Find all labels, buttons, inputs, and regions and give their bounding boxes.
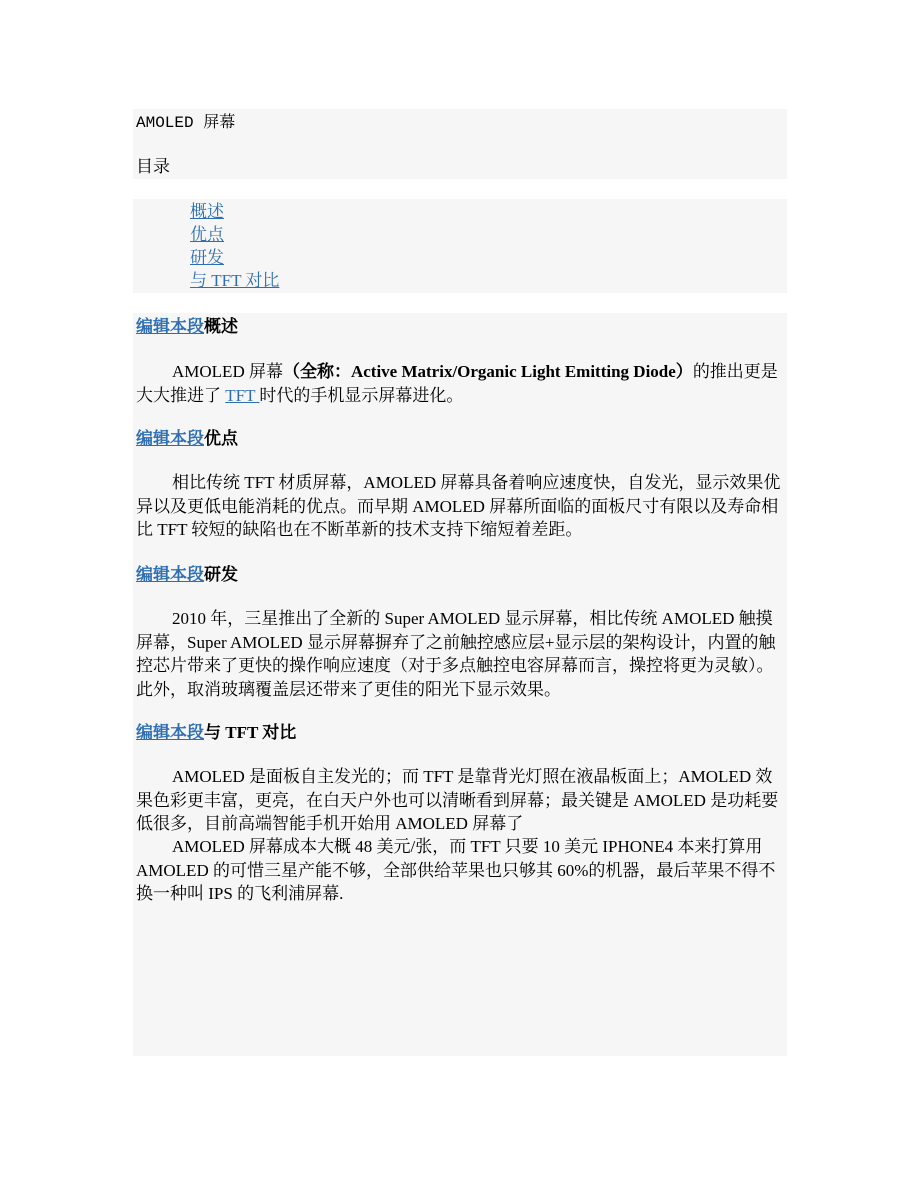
edit-section-link-comparison[interactable]: 编辑本段: [136, 723, 204, 742]
paragraph-comparison-1: AMOLED 是面板自主发光的；而 TFT 是靠背光灯照在液晶板面上；AMOLED 效果色彩更丰富，更亮，在白天户外也可以清晰看到屏幕；最关键是 AMOLED 是功耗要低很多，目前高端智能手机开始用 AMOLED 屏幕了: [136, 767, 779, 833]
section-title-comparison: 与 TFT 对比: [204, 723, 297, 742]
toc-item-advantages: [190, 223, 279, 246]
table-of-contents: [190, 200, 279, 292]
edit-section-link-overview[interactable]: 编辑本段: [136, 317, 204, 336]
section-heading-research: [136, 564, 238, 586]
edit-section-link-research[interactable]: 编辑本段: [136, 565, 204, 584]
section-title-research: 研发: [204, 565, 238, 584]
toc-link-comparison[interactable]: 与 TFT 对比: [190, 271, 280, 290]
section-heading-advantages: [136, 428, 238, 450]
section-title-advantages: 优点: [204, 429, 238, 448]
section-title-overview: 概述: [204, 317, 238, 336]
toc-item-overview: [190, 200, 279, 223]
overview-text-start: AMOLED 屏幕: [172, 362, 283, 381]
paragraph-overview: [136, 360, 784, 407]
toc-link-overview[interactable]: 概述: [190, 202, 224, 221]
overview-text-middle: 的推出更是大大推进了: [136, 362, 778, 405]
overview-fullname: （全称：Active Matrix/Organic Light Emitting Diode）: [282, 362, 693, 381]
section-heading-overview: [136, 316, 238, 338]
toc-link-advantages[interactable]: 优点: [190, 225, 224, 244]
toc-item-comparison: [190, 269, 279, 292]
section-heading-comparison: [136, 722, 296, 744]
tft-link[interactable]: TFT: [225, 385, 260, 405]
overview-text-end: 时代的手机显示屏幕进化。: [259, 385, 464, 405]
toc-heading: 目录: [136, 157, 170, 176]
toc-link-research[interactable]: 研发: [190, 248, 224, 267]
page-title: AMOLED 屏幕: [136, 114, 236, 132]
paragraph-advantages: 相比传统 TFT 材质屏幕，AMOLED 屏幕具备着响应速度快，自发光，显示效果优异以及更低电能消耗的优点。而早期 AMOLED 屏幕所面临的面板尺寸有限以及寿命相比 TFT 较短的缺陷也在不断革新的技术支持下缩短着差距。: [136, 473, 781, 539]
edit-section-link-advantages[interactable]: 编辑本段: [136, 429, 204, 448]
paragraph-comparison-2: AMOLED 屏幕成本大概 48 美元/张，而 TFT 只要 10 美元 IPHONE4 本来打算用 AMOLED 的可惜三星产能不够，全部供给苹果也只够其 60%的机器，最后苹果不得不换一种叫 IPS 的飞利浦屏幕.: [136, 837, 776, 903]
paragraph-research: 2010 年，三星推出了全新的 Super AMOLED 显示屏幕，相比传统 AMOLED 触摸屏幕，Super AMOLED 显示屏幕摒弃了之前触控感应层+显示层的架构设计，内置的触控芯片带来了更快的操作响应速度（对于多点触控电容屏幕而言，操控将更为灵敏）。此外，取消玻璃覆盖层还带来了更佳的阳光下显示效果。: [136, 609, 776, 699]
toc-item-research: [190, 246, 279, 269]
